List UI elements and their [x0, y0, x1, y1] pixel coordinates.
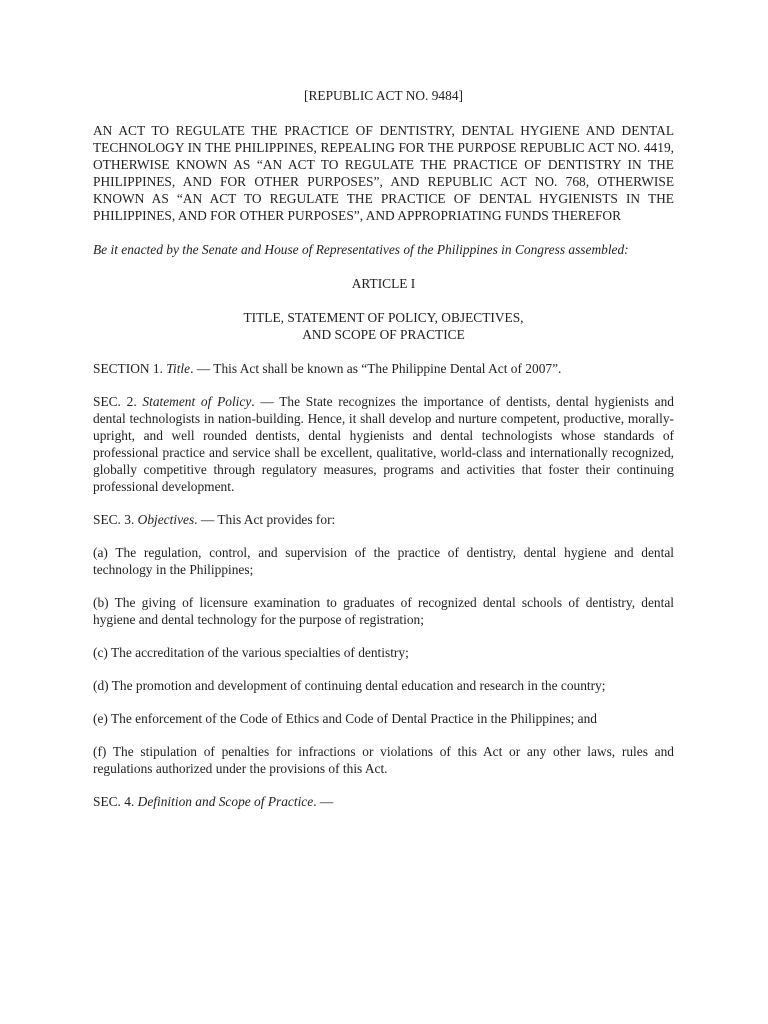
section-4-lead: SEC. 4. — [93, 794, 138, 809]
objective-d: (d) The promotion and development of continuing dental education and research in the country; — [93, 678, 606, 693]
section-2-text: . — The State recognizes the importance of dentists, dental hygienists and dental technologists in nation-building. Hence, it shall develop and nurture competent, productive, morally-upright, and well rounded dentists, dental hygienists and dental technologists whose standards of professional practice and service shall be excellent, qualitative, world-class and internationally recognized, globally competitive through regulatory measures, programs and activities that foster their continuing professional development. — [93, 394, 674, 494]
section-2 — [93, 393, 674, 495]
act-long-title: AN ACT TO REGULATE THE PRACTICE OF DENTISTRY, DENTAL HYGIENE AND DENTAL TECHNOLOGY IN THE PHILIPPINES, REPEALING FOR THE PURPOSE REPUBLIC ACT NO. 4419, OTHERWISE KNOWN AS “AN ACT TO REGULATE THE PRACTICE OF DENTISTRY IN THE PHILIPPINES, AND FOR OTHER PURPOSES”, AND REPUBLIC ACT NO. 768, OTHERWISE KNOWN AS “AN ACT TO REGULATE THE PRACTICE OF DENTAL HYGIENISTS IN THE PHILIPPINES, AND FOR OTHER PURPOSES”, AND APPROPRIATING FUNDS THEREFOR — [93, 123, 674, 223]
objective-a: (a) The regulation, control, and supervision of the practice of dentistry, dental hygiene and dental technology in the Philippines; — [93, 545, 674, 577]
section-1 — [93, 360, 674, 377]
act-number: [REPUBLIC ACT NO. 9484] — [304, 88, 463, 103]
section-4-heading: Definition and Scope of Practice — [137, 794, 314, 809]
article-title — [93, 309, 674, 343]
section-3 — [93, 511, 674, 528]
section-1-lead: SECTION 1. — [93, 361, 167, 376]
objective-f: (f) The stipulation of penalties for infractions or violations of this Act or any other laws, rules and regulations authorized under the provisions of this Act. — [93, 744, 674, 776]
objective-e: (e) The enforcement of the Code of Ethics and Code of Dental Practice in the Philippines; and — [93, 711, 597, 726]
section-1-heading: Title — [166, 361, 191, 376]
section-2-heading: Statement of Policy — [142, 394, 252, 409]
article-title-line-1: TITLE, STATEMENT OF POLICY, OBJECTIVES, — [243, 310, 524, 325]
section-3-lead: SEC. 3. — [93, 512, 138, 527]
section-1-text: . — This Act shall be known as “The Philippine Dental Act of 2007”. — [190, 361, 562, 376]
section-3-heading: Objectives — [137, 512, 195, 527]
enacting-clause: Be it enacted by the Senate and House of Representatives of the Philippines in Congress assembled: — [93, 242, 629, 257]
article-title-line-2: AND SCOPE OF PRACTICE — [302, 327, 465, 342]
document-page — [93, 87, 674, 826]
section-3-text: . — This Act provides for: — [194, 512, 336, 527]
objective-c: (c) The accreditation of the various specialties of dentistry; — [93, 645, 409, 660]
article-heading: ARTICLE I — [351, 276, 416, 291]
section-4 — [93, 793, 674, 810]
section-4-text: . — — [313, 794, 334, 809]
objective-b: (b) The giving of licensure examination to graduates of recognized dental schools of dentistry, dental hygiene and dental technology for the purpose of registration; — [93, 595, 674, 627]
section-2-lead: SEC. 2. — [93, 394, 143, 409]
